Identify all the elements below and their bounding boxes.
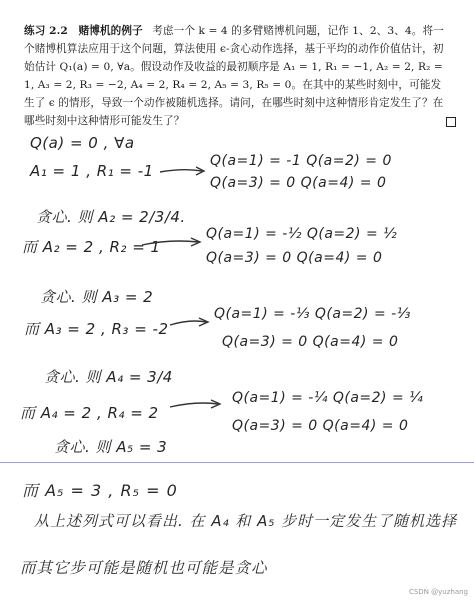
note-step3-q-a: Q(a=1) = -⅓ Q(a=2) = -⅓ (214, 306, 411, 322)
notebook-rule (0, 462, 474, 463)
note-step2-action: 而 A₂ = 2 , R₂ = 1 (22, 238, 161, 256)
exercise-text (24, 22, 450, 130)
note-init: Q(a) = 0 , ∀a (30, 134, 135, 152)
note-step5-pre: 贪心. 则 A₅ = 3 (54, 438, 168, 456)
note-step2-q-b: Q(a=3) = 0 Q(a=4) = 0 (206, 250, 383, 266)
watermark: CSDN @yuzhang (408, 588, 468, 596)
note-step5-action: 而 A₅ = 3 , R₅ = 0 (22, 481, 178, 500)
note-step3-action: 而 A₃ = 2 , R₃ = -2 (24, 320, 169, 338)
arrow-icon (158, 164, 208, 178)
note-step4-action: 而 A₄ = 2 , R₄ = 2 (20, 404, 159, 422)
note-step1-q-a: Q(a=1) = -1 Q(a=2) = 0 (210, 153, 392, 169)
end-of-exercise-box-icon (446, 117, 456, 127)
note-step2-q-a: Q(a=1) = -½ Q(a=2) = ½ (206, 226, 398, 242)
note-step1-q-b: Q(a=3) = 0 Q(a=4) = 0 (210, 175, 387, 191)
note-conclusion-1: 从上述列式可以看出. 在 A₄ 和 A₅ 步时一定发生了随机选择 (34, 512, 458, 530)
arrow-icon (140, 236, 204, 250)
note-step2-pre: 贪心. 则 A₂ = 2/3/4. (36, 208, 186, 226)
note-step4-q-a: Q(a=1) = -¼ Q(a=2) = ¼ (232, 390, 424, 406)
note-conclusion-2: 而其它步可能是随机也可能是贪心 (20, 559, 268, 577)
arrow-icon (168, 316, 212, 330)
note-step4-q-b: Q(a=3) = 0 Q(a=4) = 0 (232, 418, 409, 434)
note-step4-pre: 贪心. 则 A₄ = 3/4 (44, 368, 173, 386)
arrow-icon (168, 398, 224, 412)
exercise-body: 考虑一个 k = 4 的多臂赌博机问题，记作 1、2、3、4。将一个赌博机算法应用于这个问题，算法使用 ϵ-贪心动作选择，基于平均的动作价值估计，初始估计 Q₁(a) = 0, ∀a。假设动作及收益的最初顺序是 A₁ = 1, R₁ = −1, A₂ = 2, R₂ = 1, A₃ = 2, R₃ = −2, A₄ = 2, R₄ = 2, A₅ = 3, R₅ = 0。在其中的某些时刻中，可能发生了 ϵ 的情形，导致一个动作被随机选择。请问，在哪些时刻中这种情形肯定发生了？在哪些时刻中这种情形可能发生了？ (24, 25, 444, 127)
note-step1-action: A₁ = 1 , R₁ = -1 (30, 162, 154, 180)
note-step3-q-b: Q(a=3) = 0 Q(a=4) = 0 (222, 334, 399, 350)
exercise-title: 练习 2.2 赌博机的例子 (24, 25, 143, 37)
note-step3-pre: 贪心. 则 A₃ = 2 (40, 288, 154, 306)
